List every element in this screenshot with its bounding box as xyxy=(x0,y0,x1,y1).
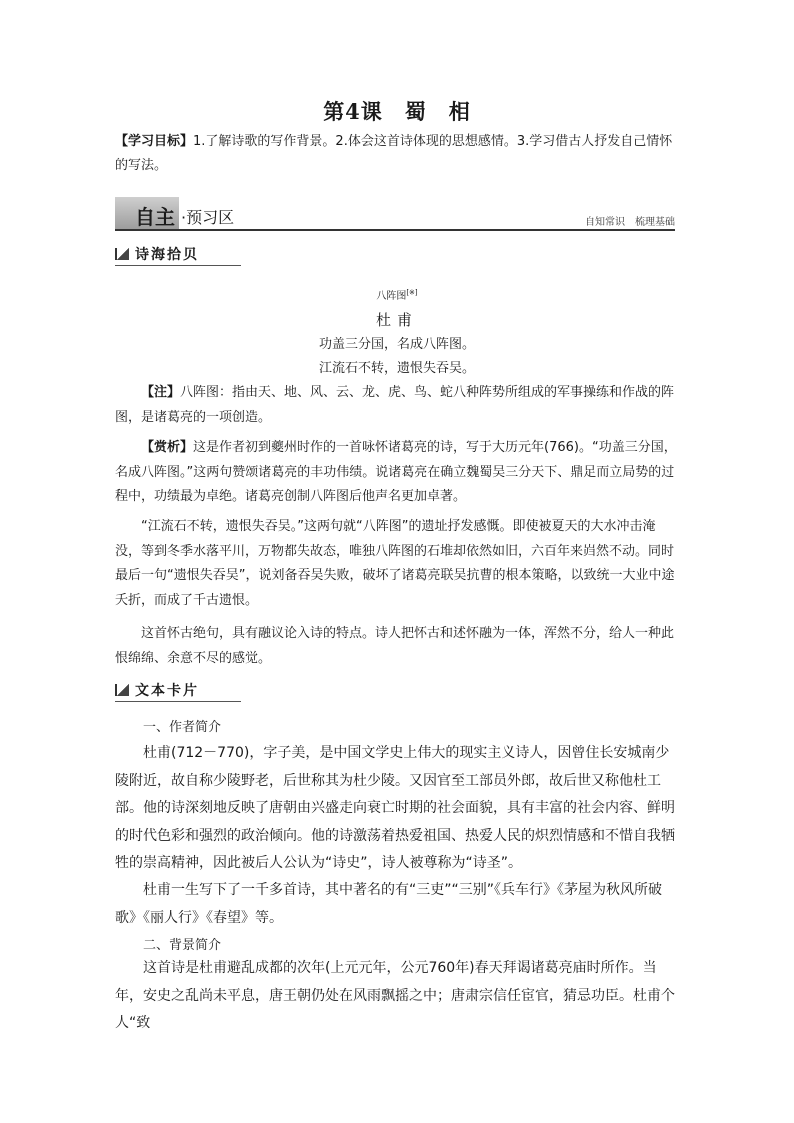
background-heading: 二、背景简介 xyxy=(143,938,222,953)
objectives-text: 1.了解诗歌的写作背景。2.体会这首诗体现的思想感情。3.学习借古人抒发自己情怀的写法。 xyxy=(115,134,673,173)
banner-big-word: 自主 xyxy=(135,205,175,229)
corner-mark-icon xyxy=(115,248,129,260)
author-intro-paragraph-1: 杜甫(712－770)，字子美，是中国文学史上伟大的现实主义诗人，因曾住长安城南少陵附近，故自称少陵野老，后世称其为杜少陵。又因官至工部员外郎，故后世又称他杜工部。他的诗深刻地反映了唐朝由兴盛走向衰亡时期的社会面貌，具有丰富的社会内容、鲜明的时代色彩和强烈的政治倾向。他的诗激荡着热爱祖国、热爱人民的炽烈情感和不惜自我牺牲的崇高精神，因此被后人公认为“诗史”，诗人被尊称为“诗圣”。 xyxy=(115,745,675,871)
objectives-label: 【学习目标】 xyxy=(115,134,194,149)
poem-line: 江流石不转，遗恨失吞吴。 xyxy=(318,361,475,376)
poem-note-mark: [※] xyxy=(406,288,418,297)
note-text: 八阵图：指由天、地、风、云、龙、虎、鸟、蛇八种阵势所组成的军事操练和作战的阵图，是诸葛亮的一项创造。 xyxy=(115,385,675,425)
learning-objectives xyxy=(115,130,685,178)
subhead-rule xyxy=(115,265,241,266)
subhead-rule xyxy=(115,701,241,702)
poem-title xyxy=(0,287,794,302)
lesson-title: 第4课 蜀 相 xyxy=(323,99,471,124)
note-paragraph xyxy=(115,381,681,430)
subhead-text-card-label: 文本卡片 xyxy=(135,683,199,699)
author-intro-paragraph-2: 杜甫一生写下了一千多首诗，其中著名的有“三吏”“三别”《兵车行》《茅屋为秋风所破歌》《丽人行》《春望》等。 xyxy=(115,882,663,926)
appreciation-paragraph-1 xyxy=(115,436,681,510)
subhead-text-card xyxy=(115,680,241,702)
author-intro-heading: 一、作者简介 xyxy=(143,720,222,735)
background-paragraph: 这首诗是杜甫避乱成都的次年(上元元年，公元760年)春天拜谒诸葛亮庙时所作。当年，安史之乱尚未平息，唐王朝仍处在风雨飘摇之中；唐肃宗信任宦官，猜忌功臣。杜甫个人“致 xyxy=(115,960,675,1031)
appreciation-paragraph-2: “江流石不转，遗恨失吞吴。”这两句就“八阵图”的遗址抒发感慨。即使被夏天的大水冲击淹没，等到冬季水落平川，万物都失故态，唯独八阵图的石堆却依然如旧，六百年来岿然不动。同时最后一句“遗恨失吞吴”，说刘备吞吴失败，破坏了诸葛亮联吴抗曹的根本策略，以致统一大业中途夭折，而成了千古遗恨。 xyxy=(115,519,675,608)
banner-rule xyxy=(115,229,675,231)
corner-mark-icon xyxy=(115,684,129,696)
section-banner xyxy=(115,197,675,231)
note-label: 【注】 xyxy=(141,385,181,400)
appreciation-label: 【赏析】 xyxy=(141,440,194,455)
poem-line: 功盖三分国，名成八阵图。 xyxy=(318,337,475,352)
appreciation-paragraph-3: 这首怀古绝句，具有融议论入诗的特点。诗人把怀古和述怀融为一体，浑然不分，给人一种此恨绵绵、余意不尽的感觉。 xyxy=(115,626,675,666)
banner-right-note: 自知常识 梳理基础 xyxy=(585,217,675,228)
poem-title-text: 八阵图 xyxy=(376,291,407,302)
subhead-poetry xyxy=(115,244,241,266)
banner-subtitle: ·预习区 xyxy=(181,208,235,227)
poem-author: 杜甫 xyxy=(375,311,418,329)
appreciation-text-1: 这是作者初到夔州时作的一首咏怀诸葛亮的诗，写于大历元年(766)。“功盖三分国，名成八阵图。”这两句赞颂诸葛亮的丰功伟绩。说诸葛亮在确立魏蜀吴三分天下、鼎足而立局势的过程中，功绩最为卓绝。诸葛亮创制八阵图后他声名更加卓著。 xyxy=(115,440,677,504)
subhead-poetry-label: 诗海拾贝 xyxy=(135,247,199,263)
